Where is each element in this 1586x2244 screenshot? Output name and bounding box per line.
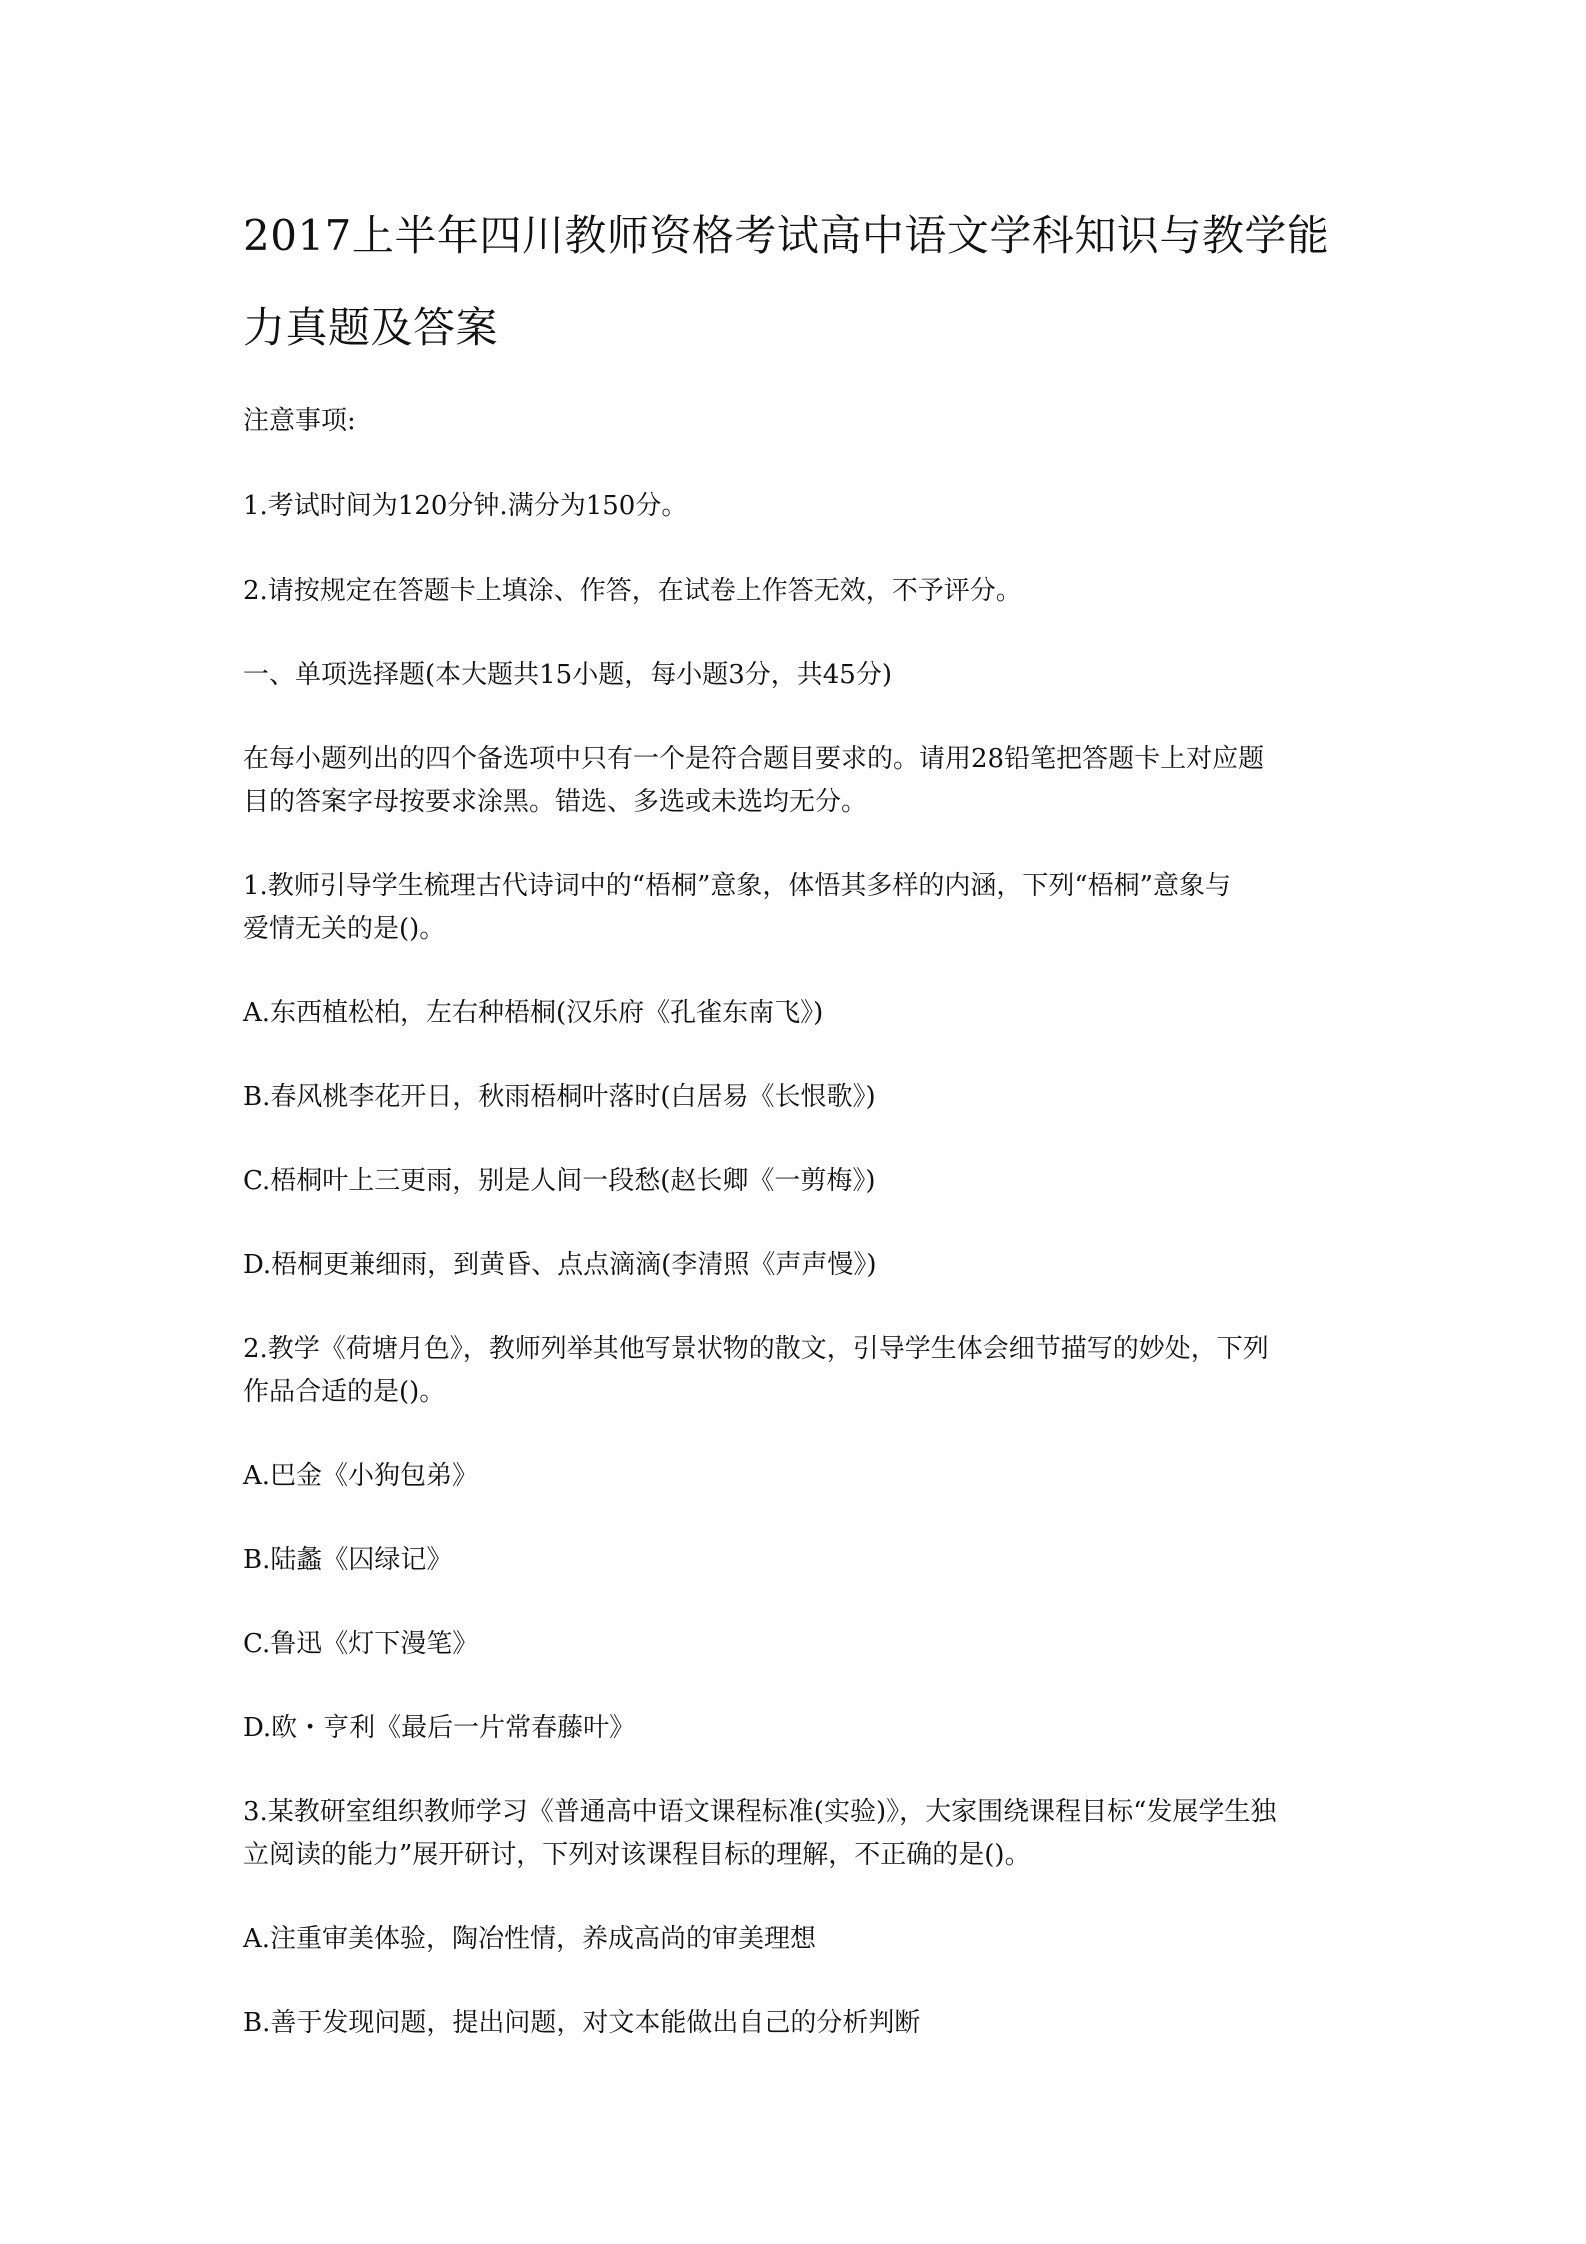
question-2-stem-line-2: 作品合适的是()。 [243, 1377, 446, 1407]
question-1-option-a: A.东西植松柏，左右种梧桐(汉乐府《孔雀东南飞》) [243, 998, 824, 1028]
question-3-option-a: A.注重审美体验，陶冶性情，养成高尚的审美理想 [243, 1924, 817, 1954]
notice-item-1: 1.考试时间为120分钟.满分为150分。 [243, 491, 688, 521]
question-2-stem-line-1: 2.教学《荷塘月色》，教师列举其他写景状物的散文，引导学生体会细节描写的妙处，下列 [243, 1334, 1269, 1364]
title-line-1: 2017上半年四川教师资格考试高中语文学科知识与教学能 [243, 211, 1330, 260]
title-line-2: 力真题及答案 [243, 303, 499, 352]
notice-item-2: 2.请按规定在答题卡上填涂、作答，在试卷上作答无效，不予评分。 [243, 576, 1022, 606]
instruction-line-2: 目的答案字母按要求涂黑。错选、多选或未选均无分。 [243, 787, 868, 817]
section-heading: 一、单项选择题(本大题共15小题，每小题3分，共45分) [243, 660, 892, 690]
document-title [243, 190, 1353, 374]
question-2-option-b: B.陆蠡《囚绿记》 [243, 1545, 453, 1575]
notice-heading: 注意事项: [243, 406, 356, 436]
question-1-option-d: D.梧桐更兼细雨，到黄昏、点点滴滴(李清照《声声慢》) [243, 1250, 877, 1280]
question-1-option-b: B.春风桃李花开日，秋雨梧桐叶落时(白居易《长恨歌》) [243, 1082, 876, 1112]
question-2-option-a: A.巴金《小狗包弟》 [243, 1461, 479, 1491]
question-3-option-b: B.善于发现问题，提出问题，对文本能做出自己的分析判断 [243, 2008, 921, 2038]
question-1-option-c: C.梧桐叶上三更雨，别是人间一段愁(赵长卿《一剪梅》) [243, 1166, 876, 1196]
instruction-line-1: 在每小题列出的四个备选项中只有一个是符合题目要求的。请用28铅笔把答题卡上对应题 [243, 744, 1265, 774]
question-3-stem-line-1: 3.某教研室组织教师学习《普通高中语文课程标准(实验)》，大家围绕课程目标“发展学生独 [243, 1797, 1277, 1827]
question-3-stem-line-2: 立阅读的能力”展开研讨，下列对该课程目标的理解，不正确的是()。 [243, 1840, 1031, 1870]
question-1-stem-line-2: 爱情无关的是()。 [243, 914, 446, 944]
question-2-option-d: D.欧・亨利《最后一片常春藤叶》 [243, 1713, 636, 1743]
question-2-option-c: C.鲁迅《灯下漫笔》 [243, 1629, 479, 1659]
question-1-stem-line-1: 1.教师引导学生梳理古代诗词中的“梧桐”意象，体悟其多样的内涵，下列“梧桐”意象与 [243, 871, 1231, 901]
